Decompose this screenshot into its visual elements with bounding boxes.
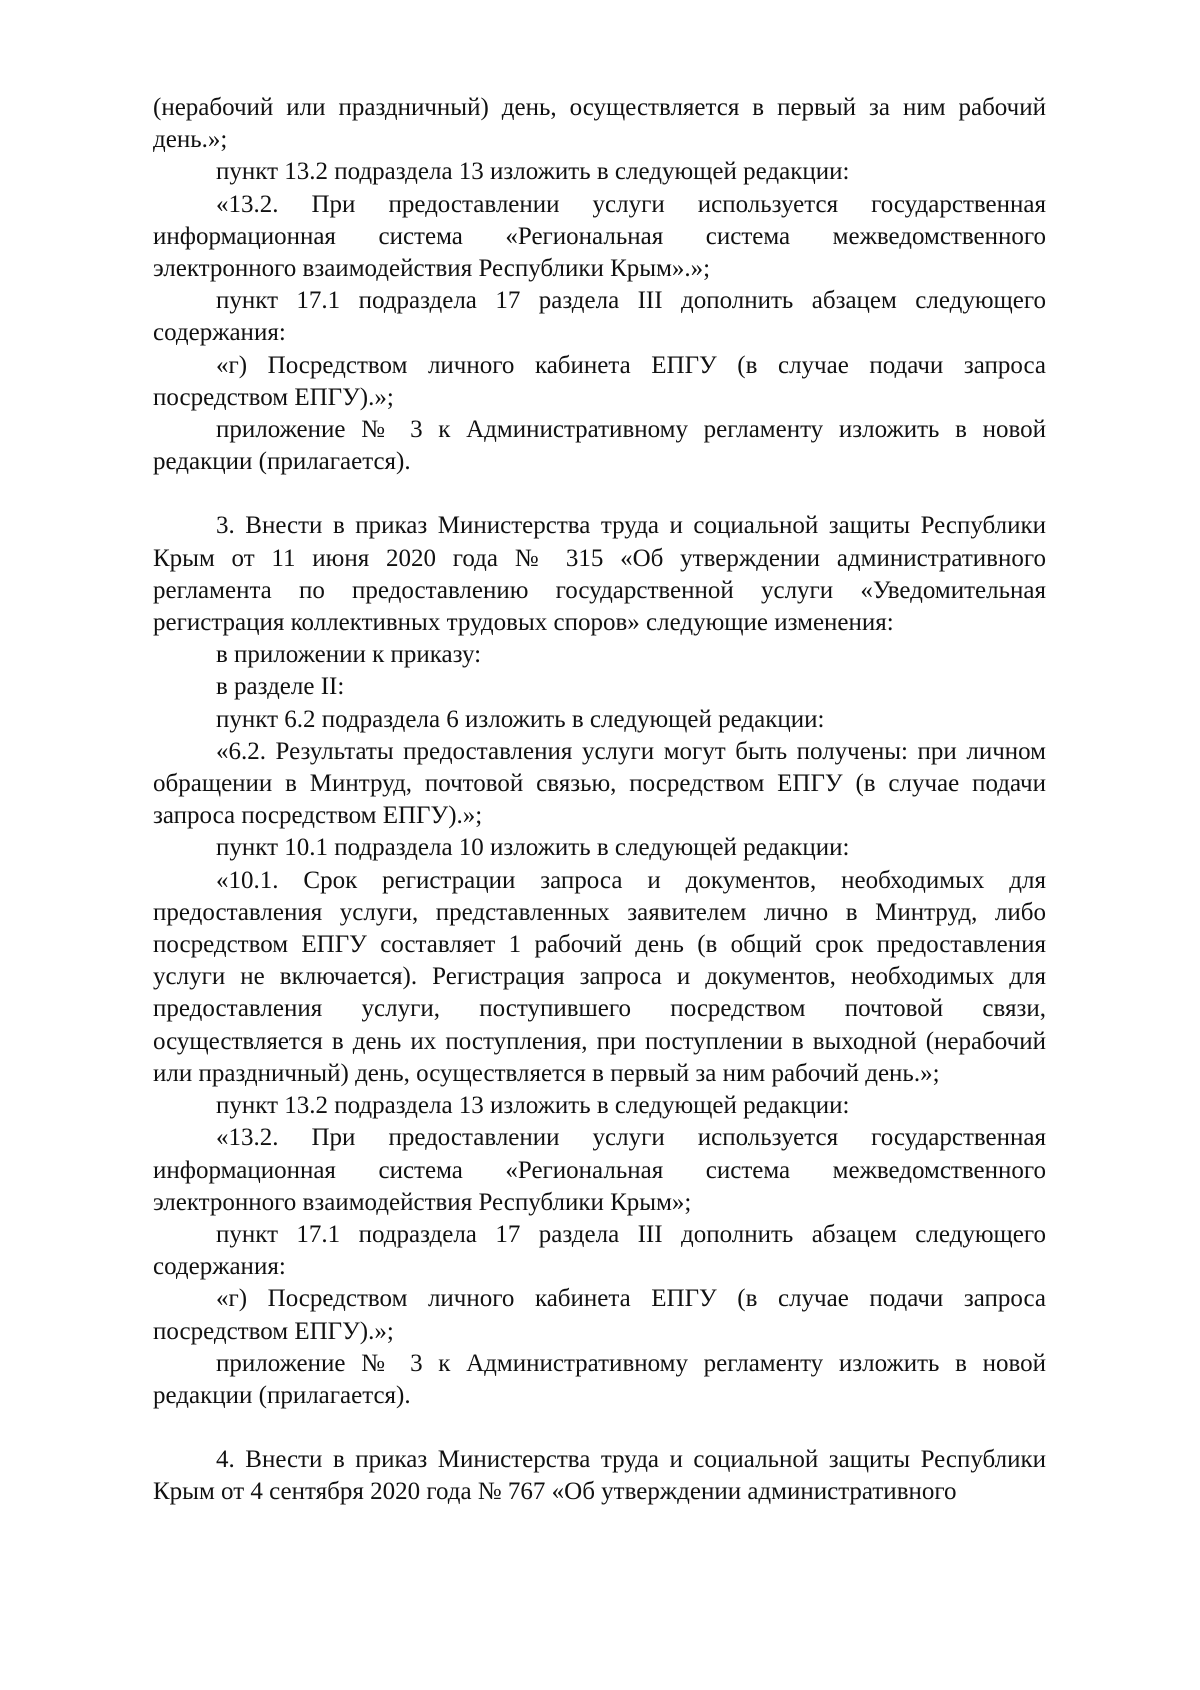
paragraph: приложение № 3 к Административному регламенту изложить в новой редакции (прилагается). — [153, 416, 1046, 476]
paragraph: пункт 6.2 подраздела 6 изложить в следующей редакции: — [216, 705, 825, 733]
section-3-paragraph: 3. Внести в приказ Министерства труда и социальной защиты Республики Крым от 11 июня 2020 года № 315 «Об утверждении административного регламента по предоставлению государственной услуги «Уведомительная регистрация коллективных трудовых споров» следующие изменения: — [153, 512, 1046, 637]
paragraph: пункт 17.1 подраздела 17 раздела III дополнить абзацем следующего содержания: — [153, 1220, 1046, 1281]
paragraph: «10.1. Срок регистрации запроса и документов, необходимых для предоставления услуги, представленных заявителем лично в Минтруд, либо посредством ЕПГУ составляет 1 рабочий день (в общий срок предоставления услуги не включается). Регистрация запроса и документов, необходимых для предоставления услуги, поступившего посредством почтовой связи, осуществляется в день их поступления, при поступлении в выходной (нерабочий или праздничный) день, осуществляется в первый за ним рабочий день.»; — [153, 866, 1046, 1087]
paragraph: «г) Посредством личного кабинета ЕПГУ (в случае подачи запроса посредством ЕПГУ).»; — [153, 1285, 1046, 1345]
paragraph: в разделе II: — [216, 673, 345, 701]
paragraph: «6.2. Результаты предоставления услуги могут быть получены: при личном обращении в Минтруд, почтовой связью, посредством ЕПГУ (в случае подачи запроса посредством ЕПГУ).»; — [153, 737, 1046, 830]
paragraph: пункт 13.2 подраздела 13 изложить в следующей редакции: — [216, 1092, 850, 1120]
paragraph: «13.2. При предоставлении услуги используется государственная информационная система «Региональная система межведомственного электронного взаимодействия Республики Крым».»; — [153, 190, 1046, 283]
paragraph: пункт 17.1 подраздела 17 раздела III дополнить абзацем следующего содержания: — [153, 287, 1046, 347]
paragraph: (нерабочий или праздничный) день, осуществляется в первый за ним рабочий день.»; — [153, 94, 1046, 154]
section-4-paragraph: 4. Внести в приказ Министерства труда и социальной защиты Республики Крым от 4 сентября 2020 года № 767 «Об утверждении административного — [153, 1446, 1046, 1506]
paragraph: в приложении к приказу: — [216, 641, 482, 669]
paragraph: «13.2. При предоставлении услуги используется государственная информационная система «Региональная система межведомственного электронного взаимодействия Республики Крым»; — [153, 1124, 1046, 1216]
paragraph: пункт 10.1 подраздела 10 изложить в следующей редакции: — [216, 834, 850, 862]
document-page — [153, 92, 1046, 1509]
paragraph: «г) Посредством личного кабинета ЕПГУ (в случае подачи запроса посредством ЕПГУ).»; — [153, 351, 1046, 411]
paragraph: приложение № 3 к Административному регламенту изложить в новой редакции (прилагается). — [153, 1349, 1046, 1409]
paragraph: пункт 13.2 подраздела 13 изложить в следующей редакции: — [216, 158, 850, 186]
